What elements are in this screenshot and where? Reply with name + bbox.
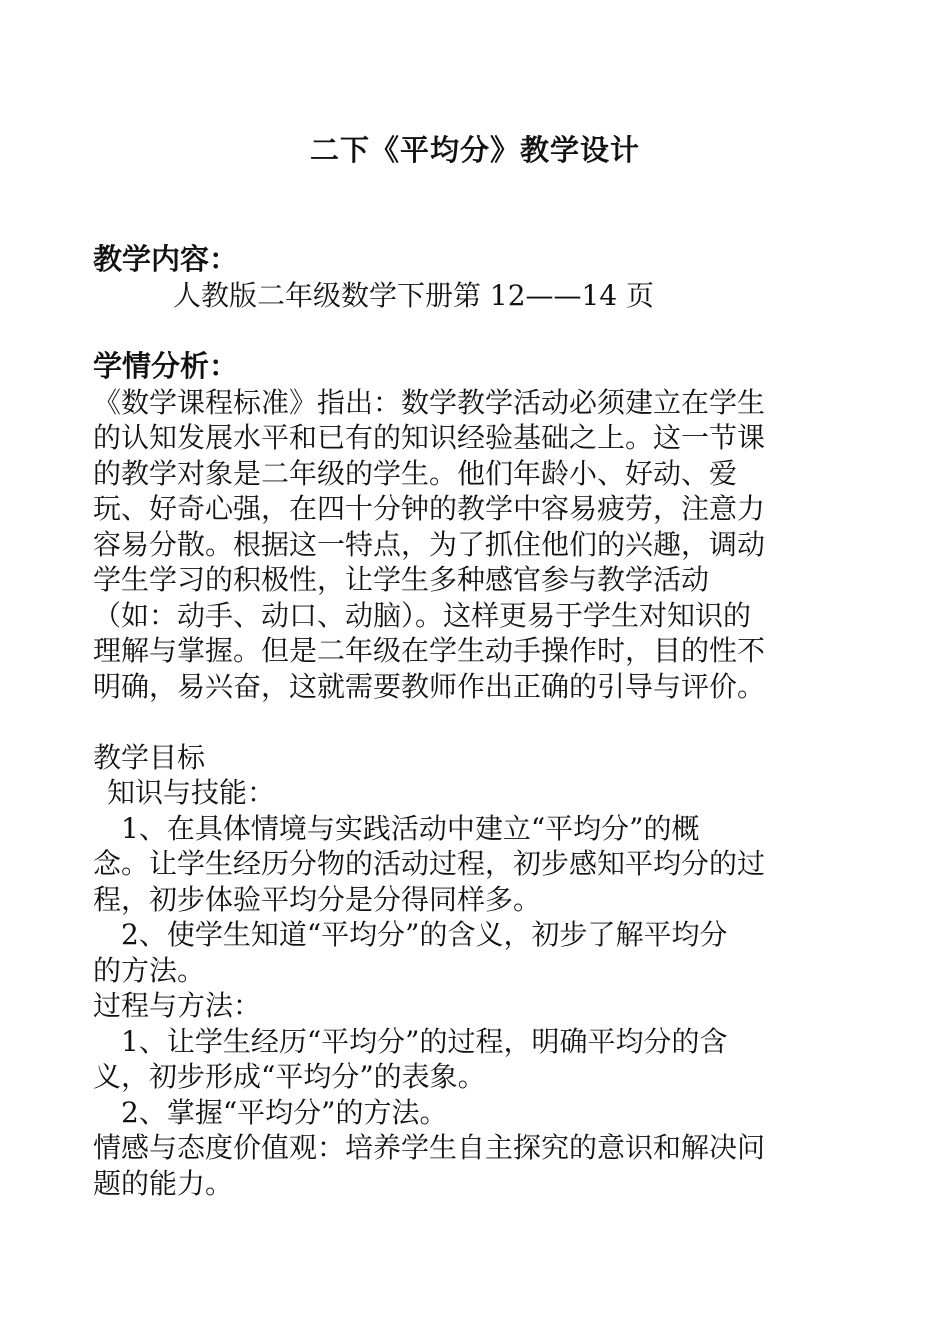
analysis-line: 的教学对象是二年级的学生。他们年龄小、好动、爱 — [93, 456, 738, 490]
knowledge-item-line: 念。让学生经历分物的活动过程，初步感知平均分的过 — [93, 847, 766, 880]
analysis-line: 学生学习的积极性，让学生多种感官参与教学活动 — [93, 563, 710, 596]
knowledge-item-line: 的方法。 — [93, 953, 206, 987]
process-item-1 — [93, 1024, 863, 1095]
knowledge-item-line: 2、使学生知道“平均分”的含义，初步了解平均分 — [121, 918, 728, 951]
knowledge-item-2 — [93, 917, 863, 988]
analysis-line: 理解与掌握。但是二年级在学生动手操作时，目的性不 — [93, 634, 766, 667]
analysis-line: 的认知发展水平和已有的知识经验基础之上。这一节课 — [93, 421, 766, 454]
process-item-line: 1、让学生经历“平均分”的过程，明确平均分的含 — [121, 1024, 728, 1058]
teaching-content-text: 人教版二年级数学下册第 12——14 页 — [173, 278, 655, 312]
section-heading-analysis: 学情分析： — [93, 349, 239, 383]
knowledge-item-1 — [93, 811, 863, 918]
analysis-line: 《数学课程标准》指出：数学教学活动必须建立在学生 — [93, 385, 766, 419]
analysis-line: 玩、好奇心强，在四十分钟的教学中容易疲劳，注意力 — [93, 492, 766, 525]
analysis-line: 容易分散。根据这一特点，为了抓住他们的兴趣，调动 — [93, 527, 766, 561]
analysis-line: （如：动手、动口、动脑）。这样更易于学生对知识的 — [93, 598, 752, 632]
emotion-goal — [93, 1130, 863, 1201]
document-body — [93, 242, 863, 1201]
analysis-line: 明确，易兴奋，这就需要教师作出正确的引导与评价。 — [93, 669, 766, 703]
process-item-line: 义，初步形成“平均分”的表象。 — [93, 1060, 486, 1093]
knowledge-item-line: 1、在具体情境与实践活动中建立“平均分”的概 — [121, 811, 700, 845]
process-item-2: 2、掌握“平均分”的方法。 — [121, 1095, 448, 1129]
document-title: 二下《平均分》教学设计 — [309, 133, 640, 167]
paragraph-gap — [93, 313, 863, 349]
emotion-line: 题的能力。 — [93, 1166, 234, 1200]
emotion-line: 情感与态度价值观：培养学生自主探究的意识和解决问 — [93, 1131, 766, 1164]
section-heading-teaching-content: 教学内容： — [93, 242, 239, 276]
section-heading-goals: 教学目标 — [93, 740, 206, 774]
knowledge-item-line: 程，初步体验平均分是分得同样多。 — [93, 882, 542, 916]
knowledge-heading: 知识与技能： — [107, 776, 276, 809]
paragraph-gap — [93, 704, 863, 740]
analysis-paragraph — [93, 385, 863, 705]
process-heading: 过程与方法： — [93, 989, 262, 1022]
